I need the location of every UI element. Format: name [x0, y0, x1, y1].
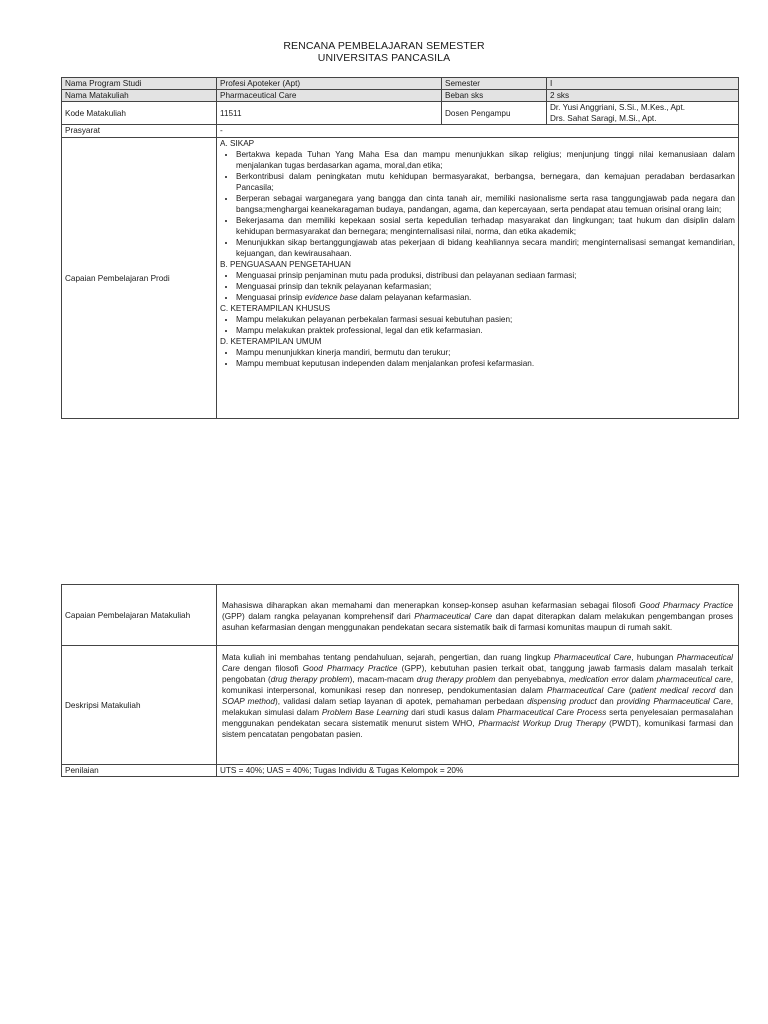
table-row [62, 125, 739, 138]
cpl-item-list [220, 149, 735, 259]
table-row [62, 90, 739, 102]
cpl-item-list [220, 270, 735, 303]
cpl-content [217, 138, 739, 419]
deskripsi-label: Deskripsi Matakuliah [62, 646, 217, 765]
kode-value: 11511 [217, 102, 442, 125]
prasyarat-value: - [217, 125, 739, 138]
cpl-section-heading: A. SIKAP [220, 139, 255, 148]
cpl-item-list [220, 314, 735, 336]
cpl-section-heading: B. PENGUASAAN PENGETAHUAN [220, 260, 351, 269]
cpl-list-item: • Bertakwa kepada Tuhan Yang Maha Esa dan mampu menunjukkan sikap religius; menjunjung tinggi nilai kemanusiaan dalam menjalankan tugas berdasarkan agama, moral,dan etika; [236, 149, 735, 171]
table-row [62, 102, 739, 125]
cpmk-paragraph: Mahasiswa diharapkan akan memahami dan menerapkan konsep-konsep asuhan kefarmasian sebagai filosofi Good Pharmacy Practice (GPP) dalam rangka pelayanan komprehensif dari Pharmaceutical Care dan dapat diterapkan dalam melakukan pengembangan proses asuhan kefarmasian dengan menggunakan pendekatan secara sistematik baik di farmasi komunitas maupun di rumah sakit. [222, 600, 733, 632]
cpl-list-item: • Menguasai prinsip penjaminan mutu pada produksi, distribusi dan pelayanan sediaan farmasi; [236, 270, 735, 281]
document-title: RENCANA PEMBELAJARAN SEMESTER [283, 40, 485, 52]
cpl-list-item: • Mampu melakukan praktek professional, legal dan etik kefarmasian. [236, 325, 735, 336]
semester-value: I [547, 78, 739, 90]
deskripsi-paragraph: Mata kuliah ini membahas tentang pendahuluan, sejarah, pengertian, dan ruang lingkup Pharmaceutical Care, hubungan Pharmaceutical Care dengan filosofi Good Pharmacy Practice (GPP), kebutuhan pasien terkait obat, tanggung jawab farmasis dalam masalah terkait pengobatan (drug therapy problem), macam-macam drug therapy problem dan penyebabnya, medication error dalam pharmaceutical care, komunikasi interpersonal, komunikasi resep dan nonresep, pendokumentasian dalam Pharmaceutical Care (patient medical record dan SOAP method), validasi dalam setiap layanan di apotek, pemahaman perbedaan dispensing product dan providing Pharmaceutical Care, melakukan simulasi dalam Problem Base Learning dari studi kasus dalam Pharmaceutical Care Process serta penyelesaian permasalahan menggunakan pendekatan secara sistematik menurut sistem WHO, Pharmacist Workup Drug Therapy (PWDT), komunikasi farmasi dan sistem pencatatan pengobatan pasien. [222, 653, 734, 739]
cpl-list-item: • Mampu melakukan pelayanan perbekalan farmasi sesuai kebutuhan pasien; [236, 314, 735, 325]
dosen-name: Drs. Sahat Saragi, M.Si., Apt. [550, 114, 657, 123]
matakuliah-value: Pharmaceutical Care [217, 90, 442, 102]
deskripsi-text [217, 646, 739, 765]
cpl-label: Capaian Pembelajaran Prodi [62, 138, 217, 419]
cpl-list-item: • Menguasai prinsip dan teknik pelayanan kefarmasian; [236, 281, 735, 292]
table-row [62, 765, 739, 777]
course-info-table [61, 77, 739, 419]
table-row [62, 646, 739, 765]
cpl-sections [220, 138, 735, 369]
beban-value: 2 sks [547, 90, 739, 102]
program-studi-label: Nama Program Studi [62, 78, 217, 90]
penilaian-value: UTS = 40%; UAS = 40%; Tugas Individu & Tugas Kelompok = 20% [217, 765, 739, 777]
cpmk-text [217, 585, 739, 646]
cpl-section-heading: D. KETERAMPILAN UMUM [220, 337, 322, 346]
cpl-list-item: • Menguasai prinsip evidence base dalam pelayanan kefarmasian. [236, 292, 735, 303]
semester-label: Semester [442, 78, 547, 90]
course-description-table [61, 584, 739, 777]
program-studi-value: Profesi Apoteker (Apt) [217, 78, 442, 90]
kode-label: Kode Matakuliah [62, 102, 217, 125]
document-subtitle: UNIVERSITAS PANCASILA [317, 52, 451, 64]
matakuliah-label: Nama Matakuliah [62, 90, 217, 102]
table-row [62, 138, 739, 419]
dosen-name: Dr. Yusi Anggriani, S.Si., M.Kes., Apt. [550, 103, 686, 112]
cpl-list-item: • Mampu menunjukkan kinerja mandiri, bermutu dan terukur; [236, 347, 735, 358]
cpmk-label: Capaian Pembelajaran Matakuliah [62, 585, 217, 646]
table-row [62, 78, 739, 90]
cpl-list-item: • Mampu membuat keputusan independen dalam menjalankan profesi kefarmasian. [236, 358, 735, 369]
beban-label: Beban sks [442, 90, 547, 102]
dosen-value [547, 102, 739, 125]
cpl-list-item: • Menunjukkan sikap bertanggungjawab atas pekerjaan di bidang keahliannya secara mandiri; menginternalisasi semangat kemandirian, kejuangan, dan kewirausahaan. [236, 237, 735, 259]
dosen-label: Dosen Pengampu [442, 102, 547, 125]
cpl-item-list [220, 347, 735, 369]
table-row [62, 585, 739, 646]
cpl-list-item: • Berkontribusi dalam peningkatan mutu kehidupan bermasyarakat, berbangsa, bernegara, dan kemajuan peradaban berdasarkan Pancasila; [236, 171, 735, 193]
prasyarat-label: Prasyarat [62, 125, 217, 138]
cpl-section-heading: C. KETERAMPILAN KHUSUS [220, 304, 331, 313]
penilaian-label: Penilaian [62, 765, 217, 777]
cpl-list-item: • Berperan sebagai warganegara yang bangga dan cinta tanah air, memiliki nasionalisme serta rasa tanggungjawab pada negara dan bangsa;menghargai keanekaragaman budaya, pandangan, agama, dan kepercayaan, serta pendapat atau temuan orisinal orang lain; [236, 193, 735, 215]
cpl-list-item: • Bekerjasama dan memiliki kepekaan sosial serta kepedulian terhadap masyarakat dan lingkungan; taat hukum dan disiplin dalam kehidupan bermasyarakat dan bernegara; menginternalisasi nilai, norma, dan etika akademik; [236, 215, 735, 237]
